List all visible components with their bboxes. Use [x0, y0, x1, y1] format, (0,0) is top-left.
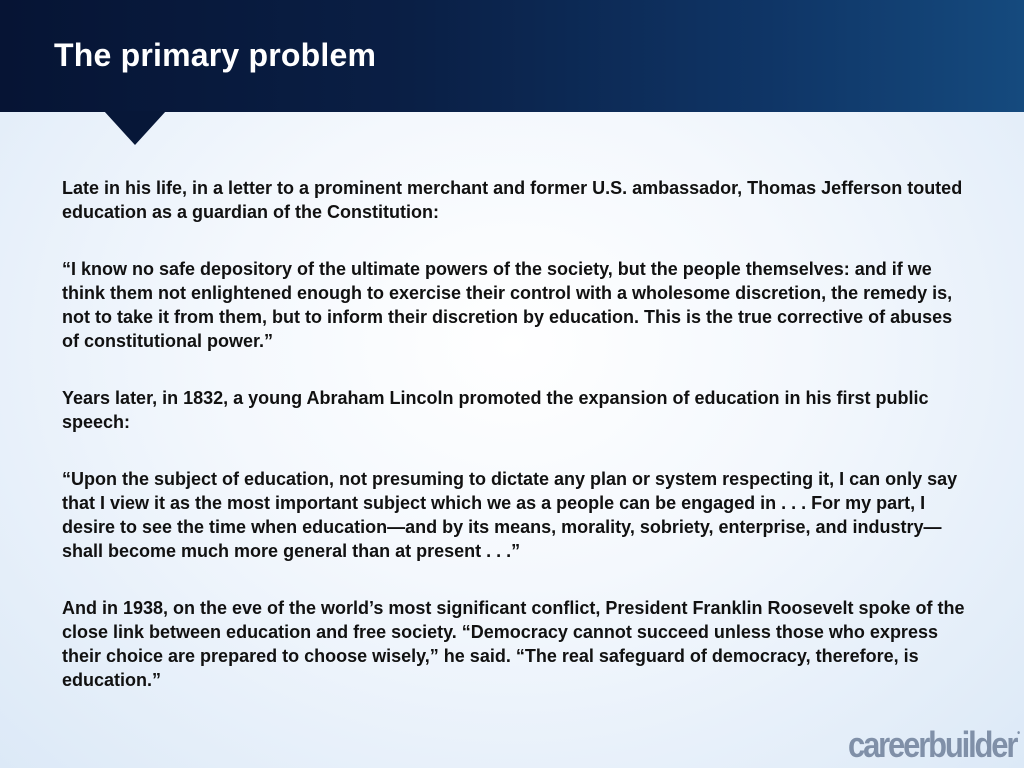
- title-banner: [0, 0, 1024, 112]
- careerbuilder-logo: [848, 724, 1020, 766]
- paragraph-roosevelt: And in 1938, on the eve of the world’s most significant conflict, President Franklin Roosevelt spoke of the close link between education and free society. “Democracy cannot succeed unless those who express their choice are prepared to choose wisely,” he said. “The real safeguard of democracy, therefore, is education.”: [62, 598, 965, 690]
- paragraph-jefferson-quote: “I know no safe depository of the ultimate powers of the society, but the people themselves: and if we think them not enlightened enough to exercise their control with a wholesome discretion, the remedy is, not to take it from them, but to inform their discretion by education. This is the true corrective of abuses of constitutional power.”: [62, 259, 953, 351]
- paragraph-lincoln-quote: “Upon the subject of education, not presuming to dictate any plan or system respecting it, I can only say that I view it as the most important subject which we as a people can be engaged in . . . For my part, I desire to see the time when education—and by its means, morality, sobriety, enterprise, and industry—shall become much more general than at present . . .”: [62, 469, 958, 561]
- logo-dot: •: [1016, 728, 1020, 739]
- logo-text: careerbuilder: [847, 724, 1017, 765]
- slide-body: [62, 176, 967, 725]
- slide-title: The primary problem: [54, 37, 377, 73]
- paragraph-jefferson-intro: Late in his life, in a letter to a prominent merchant and former U.S. ambassador, Thomas Jefferson touted education as a guardian of the Constitution:: [62, 178, 963, 222]
- paragraph-lincoln-intro: Years later, in 1832, a young Abraham Lincoln promoted the expansion of education in his first public speech:: [62, 388, 929, 432]
- banner-pointer-triangle: [104, 111, 166, 145]
